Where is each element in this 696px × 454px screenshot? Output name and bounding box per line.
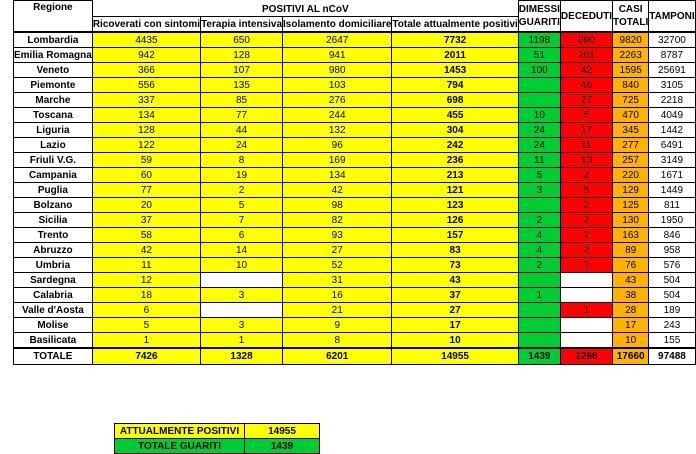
- cell-ricoverati: 60: [92, 168, 200, 183]
- cell-ricoverati: 5: [92, 318, 200, 333]
- table-row: [14, 318, 696, 333]
- cell-terapia: 14: [201, 243, 283, 258]
- cell-deceduti: 5: [560, 183, 612, 198]
- cell-casi: 470: [613, 108, 649, 123]
- cell-deceduti: 27: [560, 93, 612, 108]
- cell-tamponi: 1671: [649, 168, 695, 183]
- header-positivi-group: POSITIVI AL nCoV: [92, 1, 518, 17]
- cell-totale: 17: [392, 318, 518, 333]
- cell-isolamento: 169: [283, 153, 392, 168]
- cell-tamponi: 1950: [649, 213, 695, 228]
- cell-ricoverati: 942: [92, 48, 200, 63]
- totals-dimessi: 1439: [518, 348, 560, 365]
- cell-dimessi: [518, 318, 560, 333]
- cell-casi: 38: [613, 288, 649, 303]
- summary-row-positivi: [115, 424, 320, 439]
- cell-deceduti: [560, 318, 612, 333]
- cell-deceduti: 5: [560, 108, 612, 123]
- cell-regione: Molise: [14, 318, 93, 333]
- summary-table: [114, 423, 320, 454]
- cell-ricoverati: 6: [92, 303, 200, 318]
- cell-casi: 130: [613, 213, 649, 228]
- cell-ricoverati: 18: [92, 288, 200, 303]
- cell-totale: 121: [392, 183, 518, 198]
- cell-dimessi: 2: [518, 213, 560, 228]
- cell-casi: 257: [613, 153, 649, 168]
- cell-terapia: 5: [201, 198, 283, 213]
- totals-totale: 14955: [392, 348, 518, 365]
- cell-dimessi: [518, 198, 560, 213]
- cell-ricoverati: 11: [92, 258, 200, 273]
- cell-casi: 43: [613, 273, 649, 288]
- cell-isolamento: 244: [283, 108, 392, 123]
- cell-casi: 9820: [613, 32, 649, 48]
- cell-ricoverati: 42: [92, 243, 200, 258]
- cell-terapia: 128: [201, 48, 283, 63]
- cell-casi: 2263: [613, 48, 649, 63]
- cell-casi: 129: [613, 183, 649, 198]
- header-deceduti: DECEDUTI: [560, 1, 612, 33]
- table-row: [14, 258, 696, 273]
- cell-isolamento: 2647: [283, 32, 392, 48]
- cell-deceduti: 890: [560, 32, 612, 48]
- cell-tamponi: 504: [649, 288, 695, 303]
- header-isolamento: Isolamento domiciliare: [283, 17, 392, 33]
- totals-row: [14, 348, 696, 365]
- table-row: [14, 168, 696, 183]
- cell-ricoverati: 122: [92, 138, 200, 153]
- cell-totale: 73: [392, 258, 518, 273]
- cell-regione: Valle d'Aosta: [14, 303, 93, 318]
- cell-deceduti: 1: [560, 303, 612, 318]
- table-row: [14, 333, 696, 349]
- cell-isolamento: 27: [283, 243, 392, 258]
- cell-ricoverati: 337: [92, 93, 200, 108]
- covid-regional-table: [13, 0, 696, 365]
- cell-deceduti: [560, 288, 612, 303]
- cell-deceduti: 2: [560, 243, 612, 258]
- cell-ricoverati: 556: [92, 78, 200, 93]
- cell-casi: 76: [613, 258, 649, 273]
- cell-regione: Lombardia: [14, 32, 93, 48]
- cell-deceduti: 1: [560, 258, 612, 273]
- header-totale-positivi: Totale attualmente positivi: [392, 17, 518, 33]
- cell-tamponi: 576: [649, 258, 695, 273]
- cell-deceduti: 2: [560, 213, 612, 228]
- cell-ricoverati: 128: [92, 123, 200, 138]
- cell-isolamento: 134: [283, 168, 392, 183]
- cell-regione: Umbria: [14, 258, 93, 273]
- table-row: [14, 228, 696, 243]
- cell-deceduti: 201: [560, 48, 612, 63]
- cell-isolamento: 42: [283, 183, 392, 198]
- totals-ricoverati: 7426: [92, 348, 200, 365]
- table-row: [14, 138, 696, 153]
- table-row: [14, 123, 696, 138]
- cell-tamponi: 8787: [649, 48, 695, 63]
- cell-dimessi: [518, 303, 560, 318]
- cell-dimessi: 1: [518, 288, 560, 303]
- cell-tamponi: 846: [649, 228, 695, 243]
- cell-dimessi: 24: [518, 138, 560, 153]
- cell-totale: 27: [392, 303, 518, 318]
- table-row: [14, 243, 696, 258]
- cell-isolamento: 93: [283, 228, 392, 243]
- cell-deceduti: 2: [560, 228, 612, 243]
- cell-totale: 1453: [392, 63, 518, 78]
- cell-tamponi: 155: [649, 333, 695, 349]
- cell-ricoverati: 4435: [92, 32, 200, 48]
- cell-terapia: 650: [201, 32, 283, 48]
- summary-label: TOTALE GUARITI: [115, 439, 245, 454]
- cell-dimessi: [518, 333, 560, 349]
- cell-regione: Marche: [14, 93, 93, 108]
- cell-casi: 89: [613, 243, 649, 258]
- table-row: [14, 63, 696, 78]
- cell-deceduti: 2: [560, 198, 612, 213]
- cell-terapia: [201, 303, 283, 318]
- cell-totale: 157: [392, 228, 518, 243]
- cell-totale: 213: [392, 168, 518, 183]
- cell-deceduti: 17: [560, 123, 612, 138]
- cell-totale: 455: [392, 108, 518, 123]
- cell-regione: Sicilia: [14, 213, 93, 228]
- cell-dimessi: [518, 78, 560, 93]
- header-regione: Regione: [14, 1, 93, 33]
- table-row: [14, 183, 696, 198]
- cell-terapia: 8: [201, 153, 283, 168]
- cell-ricoverati: 59: [92, 153, 200, 168]
- cell-tamponi: 189: [649, 303, 695, 318]
- cell-isolamento: 980: [283, 63, 392, 78]
- cell-totale: 37: [392, 288, 518, 303]
- totals-label: TOTALE: [14, 348, 93, 365]
- cell-regione: Puglia: [14, 183, 93, 198]
- cell-casi: 220: [613, 168, 649, 183]
- cell-isolamento: 941: [283, 48, 392, 63]
- cell-dimessi: 3: [518, 183, 560, 198]
- cell-deceduti: 10: [560, 153, 612, 168]
- cell-tamponi: 811: [649, 198, 695, 213]
- cell-dimessi: 5: [518, 168, 560, 183]
- header-dimessi: DIMESSI GUARITI: [518, 1, 560, 33]
- cell-regione: Calabria: [14, 288, 93, 303]
- cell-dimessi: 24: [518, 123, 560, 138]
- cell-isolamento: 103: [283, 78, 392, 93]
- cell-terapia: 7: [201, 213, 283, 228]
- cell-isolamento: 21: [283, 303, 392, 318]
- cell-casi: 345: [613, 123, 649, 138]
- cell-isolamento: 96: [283, 138, 392, 153]
- table-row: [14, 32, 696, 48]
- cell-terapia: 107: [201, 63, 283, 78]
- cell-terapia: 6: [201, 228, 283, 243]
- table-body: [14, 32, 696, 348]
- cell-regione: Basilicata: [14, 333, 93, 349]
- cell-totale: 83: [392, 243, 518, 258]
- header-ricoverati: Ricoverati con sintomi: [92, 17, 200, 33]
- cell-tamponi: 243: [649, 318, 695, 333]
- cell-regione: Emilia Romagna: [14, 49, 92, 61]
- cell-tamponi: 958: [649, 243, 695, 258]
- cell-dimessi: 1198: [518, 32, 560, 48]
- cell-terapia: 77: [201, 108, 283, 123]
- table-row: [14, 288, 696, 303]
- cell-casi: 10: [613, 333, 649, 349]
- cell-casi: 28: [613, 303, 649, 318]
- cell-tamponi: 32700: [649, 32, 695, 48]
- cell-isolamento: 98: [283, 198, 392, 213]
- cell-casi: 1595: [613, 63, 649, 78]
- cell-totale: 236: [392, 153, 518, 168]
- cell-terapia: [201, 273, 283, 288]
- cell-totale: 794: [392, 78, 518, 93]
- cell-tamponi: 6491: [649, 138, 695, 153]
- cell-ricoverati: 1: [92, 333, 200, 349]
- cell-tamponi: 4049: [649, 108, 695, 123]
- cell-ricoverati: 37: [92, 213, 200, 228]
- cell-deceduti: [560, 333, 612, 349]
- totals-casi: 17660: [613, 348, 649, 365]
- header-terapia: Terapia intensiva: [201, 17, 283, 33]
- cell-terapia: 1: [201, 333, 283, 349]
- cell-ricoverati: 134: [92, 108, 200, 123]
- cell-ricoverati: 20: [92, 198, 200, 213]
- cell-casi: 17: [613, 318, 649, 333]
- cell-isolamento: 132: [283, 123, 392, 138]
- cell-regione: Liguria: [14, 123, 93, 138]
- cell-tamponi: 3105: [649, 78, 695, 93]
- cell-deceduti: 46: [560, 78, 612, 93]
- cell-tamponi: 25691: [649, 63, 695, 78]
- cell-totale: 10: [392, 333, 518, 349]
- cell-casi: 277: [613, 138, 649, 153]
- summary-value: 14955: [245, 424, 320, 439]
- cell-terapia: 19: [201, 168, 283, 183]
- table-row: [14, 198, 696, 213]
- totals-terapia: 1328: [201, 348, 283, 365]
- cell-deceduti: 42: [560, 63, 612, 78]
- cell-casi: 725: [613, 93, 649, 108]
- cell-ricoverati: 77: [92, 183, 200, 198]
- cell-dimessi: 2: [518, 258, 560, 273]
- cell-casi: 163: [613, 228, 649, 243]
- cell-tamponi: 1449: [649, 183, 695, 198]
- cell-totale: 123: [392, 198, 518, 213]
- cell-terapia: 24: [201, 138, 283, 153]
- table-row: [14, 78, 696, 93]
- cell-regione: Toscana: [14, 108, 93, 123]
- cell-isolamento: 82: [283, 213, 392, 228]
- totals-tamponi: 97488: [649, 348, 695, 365]
- cell-ricoverati: 366: [92, 63, 200, 78]
- cell-isolamento: 52: [283, 258, 392, 273]
- cell-deceduti: 2: [560, 168, 612, 183]
- cell-dimessi: [518, 93, 560, 108]
- cell-isolamento: 31: [283, 273, 392, 288]
- cell-dimessi: 51: [518, 48, 560, 63]
- table-row: [14, 153, 696, 168]
- cell-dimessi: 100: [518, 63, 560, 78]
- cell-totale: 304: [392, 123, 518, 138]
- cell-regione: Campania: [14, 168, 93, 183]
- cell-tamponi: 1442: [649, 123, 695, 138]
- cell-terapia: 2: [201, 183, 283, 198]
- cell-terapia: 85: [201, 93, 283, 108]
- cell-terapia: 3: [201, 318, 283, 333]
- cell-regione: Piemonte: [14, 78, 93, 93]
- cell-totale: 242: [392, 138, 518, 153]
- cell-dimessi: 4: [518, 243, 560, 258]
- cell-regione: Trento: [14, 228, 93, 243]
- summary-label: ATTUALMENTE POSITIVI: [115, 424, 245, 439]
- cell-tamponi: 504: [649, 273, 695, 288]
- table-row: [14, 108, 696, 123]
- cell-totale: 698: [392, 93, 518, 108]
- table-row: [14, 303, 696, 318]
- cell-casi: 840: [613, 78, 649, 93]
- cell-regione: Veneto: [14, 63, 93, 78]
- header-tamponi: TAMPONI: [649, 1, 695, 33]
- cell-totale: 126: [392, 213, 518, 228]
- cell-terapia: 135: [201, 78, 283, 93]
- cell-regione: Friuli V.G.: [14, 153, 93, 168]
- cell-dimessi: 10: [518, 108, 560, 123]
- cell-isolamento: 9: [283, 318, 392, 333]
- summary-value: 1439: [245, 439, 320, 454]
- cell-totale: 2011: [392, 48, 518, 63]
- header-casi: CASI TOTALI: [613, 1, 649, 33]
- cell-regione: Sardegna: [14, 273, 93, 288]
- cell-terapia: 44: [201, 123, 283, 138]
- cell-dimessi: 11: [518, 153, 560, 168]
- cell-isolamento: 16: [283, 288, 392, 303]
- cell-deceduti: 11: [560, 138, 612, 153]
- cell-totale: 7732: [392, 32, 518, 48]
- cell-terapia: 10: [201, 258, 283, 273]
- cell-casi: 125: [613, 198, 649, 213]
- cell-deceduti: [560, 273, 612, 288]
- cell-dimessi: [518, 273, 560, 288]
- cell-ricoverati: 12: [92, 273, 200, 288]
- cell-regione: Bolzano: [14, 198, 93, 213]
- cell-regione: Abruzzo: [14, 243, 93, 258]
- cell-ricoverati: 58: [92, 228, 200, 243]
- summary-row-guariti: [115, 439, 320, 454]
- table-row: [14, 213, 696, 228]
- cell-terapia: 3: [201, 288, 283, 303]
- cell-totale: 43: [392, 273, 518, 288]
- cell-tamponi: 2218: [649, 93, 695, 108]
- totals-deceduti: 1266: [560, 348, 612, 365]
- table-row: [14, 273, 696, 288]
- cell-regione: Lazio: [14, 138, 93, 153]
- cell-isolamento: 8: [283, 333, 392, 349]
- table-row: [14, 93, 696, 108]
- cell-dimessi: 4: [518, 228, 560, 243]
- totals-isolamento: 6201: [283, 348, 392, 365]
- cell-tamponi: 3149: [649, 153, 695, 168]
- cell-isolamento: 276: [283, 93, 392, 108]
- table-row: [14, 48, 696, 63]
